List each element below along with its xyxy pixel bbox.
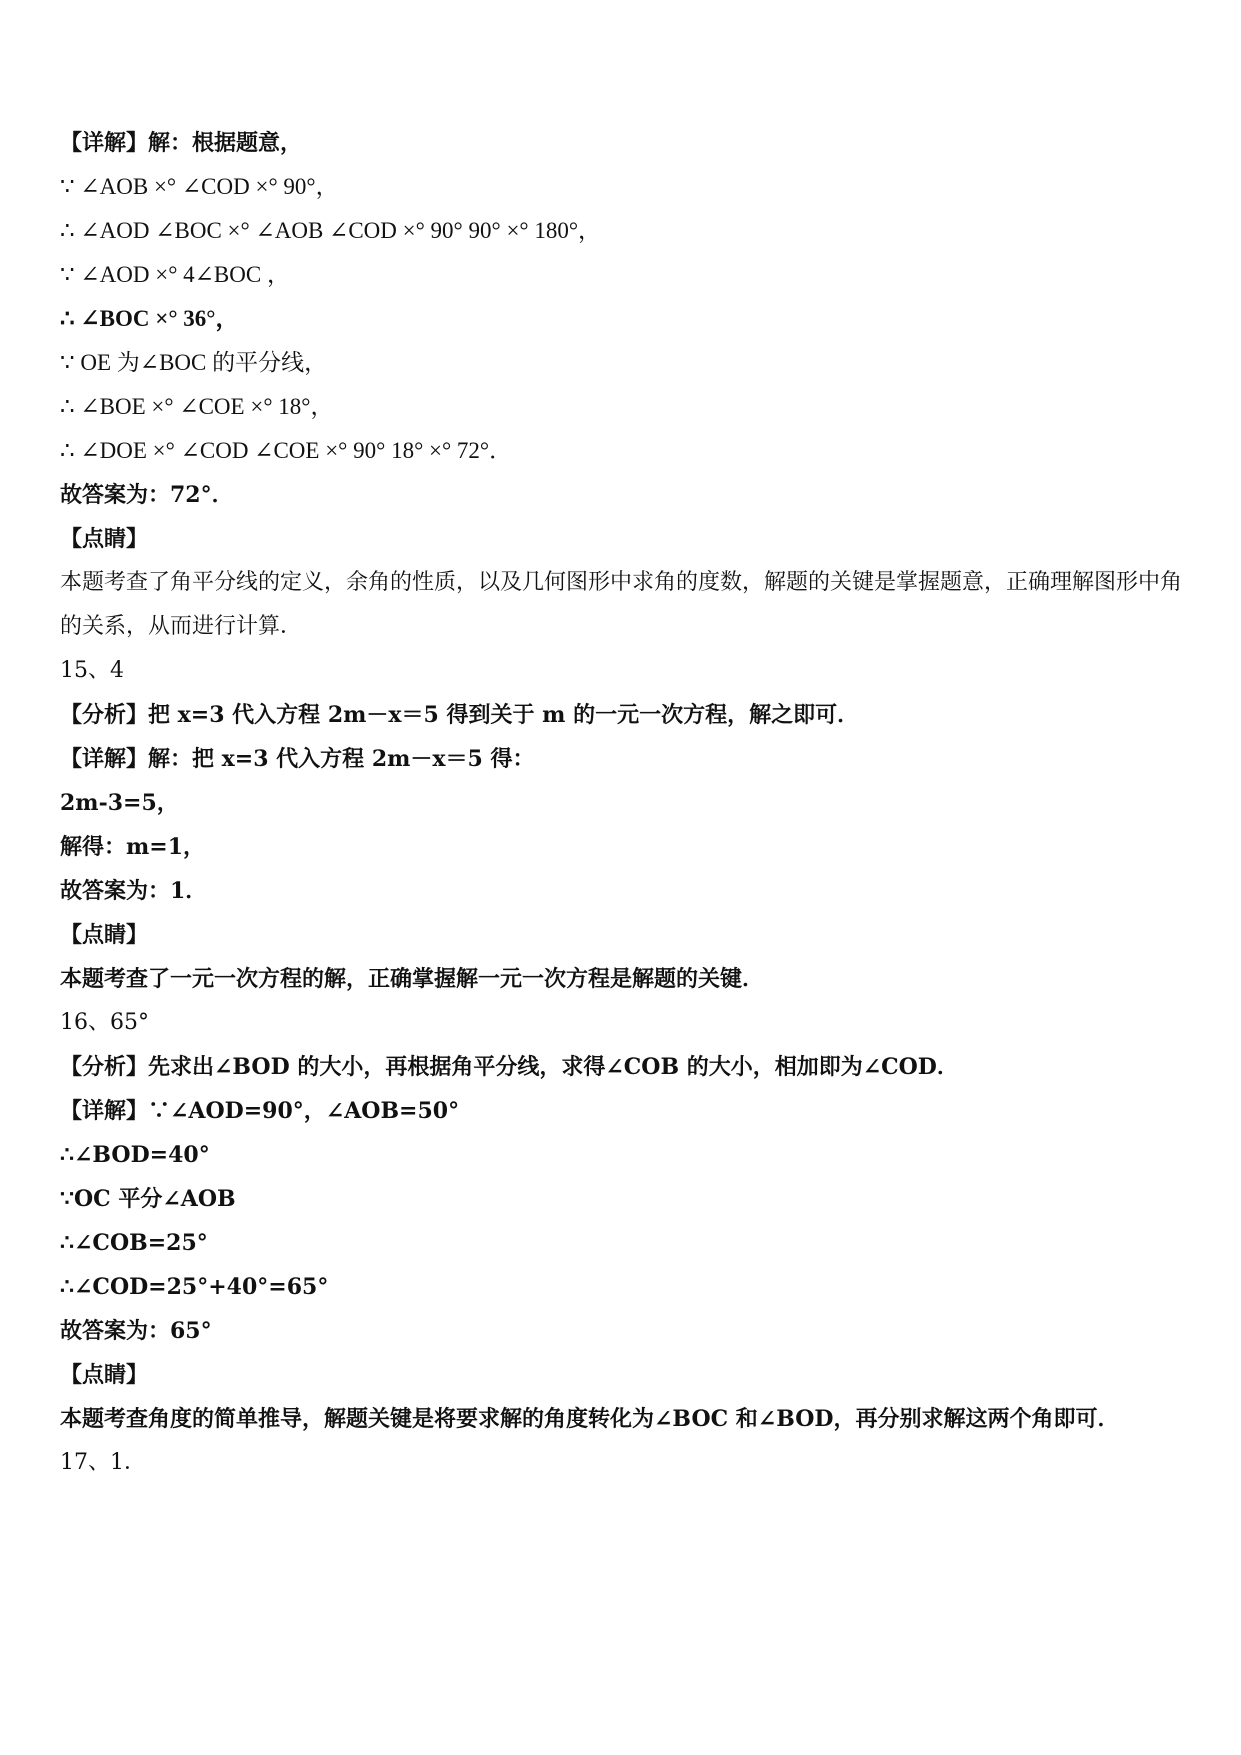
text-line: ∵OC 平分∠AOB bbox=[60, 1186, 236, 1212]
text-line: 【点睛】 bbox=[60, 1362, 149, 1388]
text-line: ∴ ∠BOC ×° 36°， bbox=[60, 306, 239, 331]
text-line: 【详解】解：把 x=3 代入方程 2m－x＝5 得： bbox=[60, 746, 535, 772]
text-line: ∴∠COD=25°+40°=65° bbox=[60, 1274, 329, 1300]
text-line: 15、4 bbox=[60, 658, 124, 683]
text-line: 解得：m=1， bbox=[60, 834, 206, 860]
text-line: ∵ ∠AOD ×° 4∠BOC ， bbox=[60, 262, 290, 287]
text-line: 16、65° bbox=[60, 1010, 149, 1035]
text-line: 故答案为：72°． bbox=[60, 482, 234, 508]
text-line: ∴ ∠AOD ∠BOC ×° ∠AOB ∠COD ×° 90° 90° ×° 180°， bbox=[60, 218, 602, 243]
text-line: 本题考查了一元一次方程的解，正确掌握解一元一次方程是解题的关键． bbox=[60, 966, 765, 992]
text-line: ∴ ∠BOE ×° ∠COE ×° 18°， bbox=[60, 394, 334, 419]
text-line: ∵ ∠AOB ×° ∠COD ×° 90°， bbox=[60, 174, 339, 199]
text-line: ∴ ∠DOE ×° ∠COD ∠COE ×° 90° 18° ×° 72°． bbox=[60, 438, 513, 463]
text-line: ∵ OE 为∠BOC 的平分线， bbox=[60, 350, 328, 375]
text-line: 【点睛】 bbox=[60, 526, 149, 552]
text-line: 【点睛】 bbox=[60, 922, 149, 948]
text-line: 【分析】把 x=3 代入方程 2m－x＝5 得到关于 m 的一元一次方程，解之即可． bbox=[60, 702, 860, 728]
text-line: 的关系，从而进行计算． bbox=[60, 614, 303, 639]
text-line: ∴∠COB=25° bbox=[60, 1230, 208, 1256]
text-line: 【分析】先求出∠BOD 的大小，再根据角平分线，求得∠COB 的大小，相加即为∠COD． bbox=[60, 1054, 959, 1080]
text-line: 本题考查了角平分线的定义，余角的性质，以及几何图形中求角的度数，解题的关键是掌握题意，正确理解图形中角 bbox=[60, 570, 1183, 595]
text-line: ∴∠BOD=40° bbox=[60, 1142, 210, 1168]
text-line: 【详解】解：根据题意， bbox=[60, 130, 303, 156]
text-line: 故答案为：65° bbox=[60, 1318, 212, 1344]
text-line: 17、1． bbox=[60, 1450, 146, 1475]
text-line: 本题考查角度的简单推导，解题关键是将要求解的角度转化为∠BOC 和∠BOD，再分别求解这两个角即可． bbox=[60, 1406, 1120, 1432]
text-line: 【详解】∵∠AOD=90°，∠AOB=50° bbox=[60, 1098, 460, 1124]
text-line: 2m-3=5， bbox=[60, 790, 179, 816]
text-line: 故答案为：1． bbox=[60, 878, 208, 904]
